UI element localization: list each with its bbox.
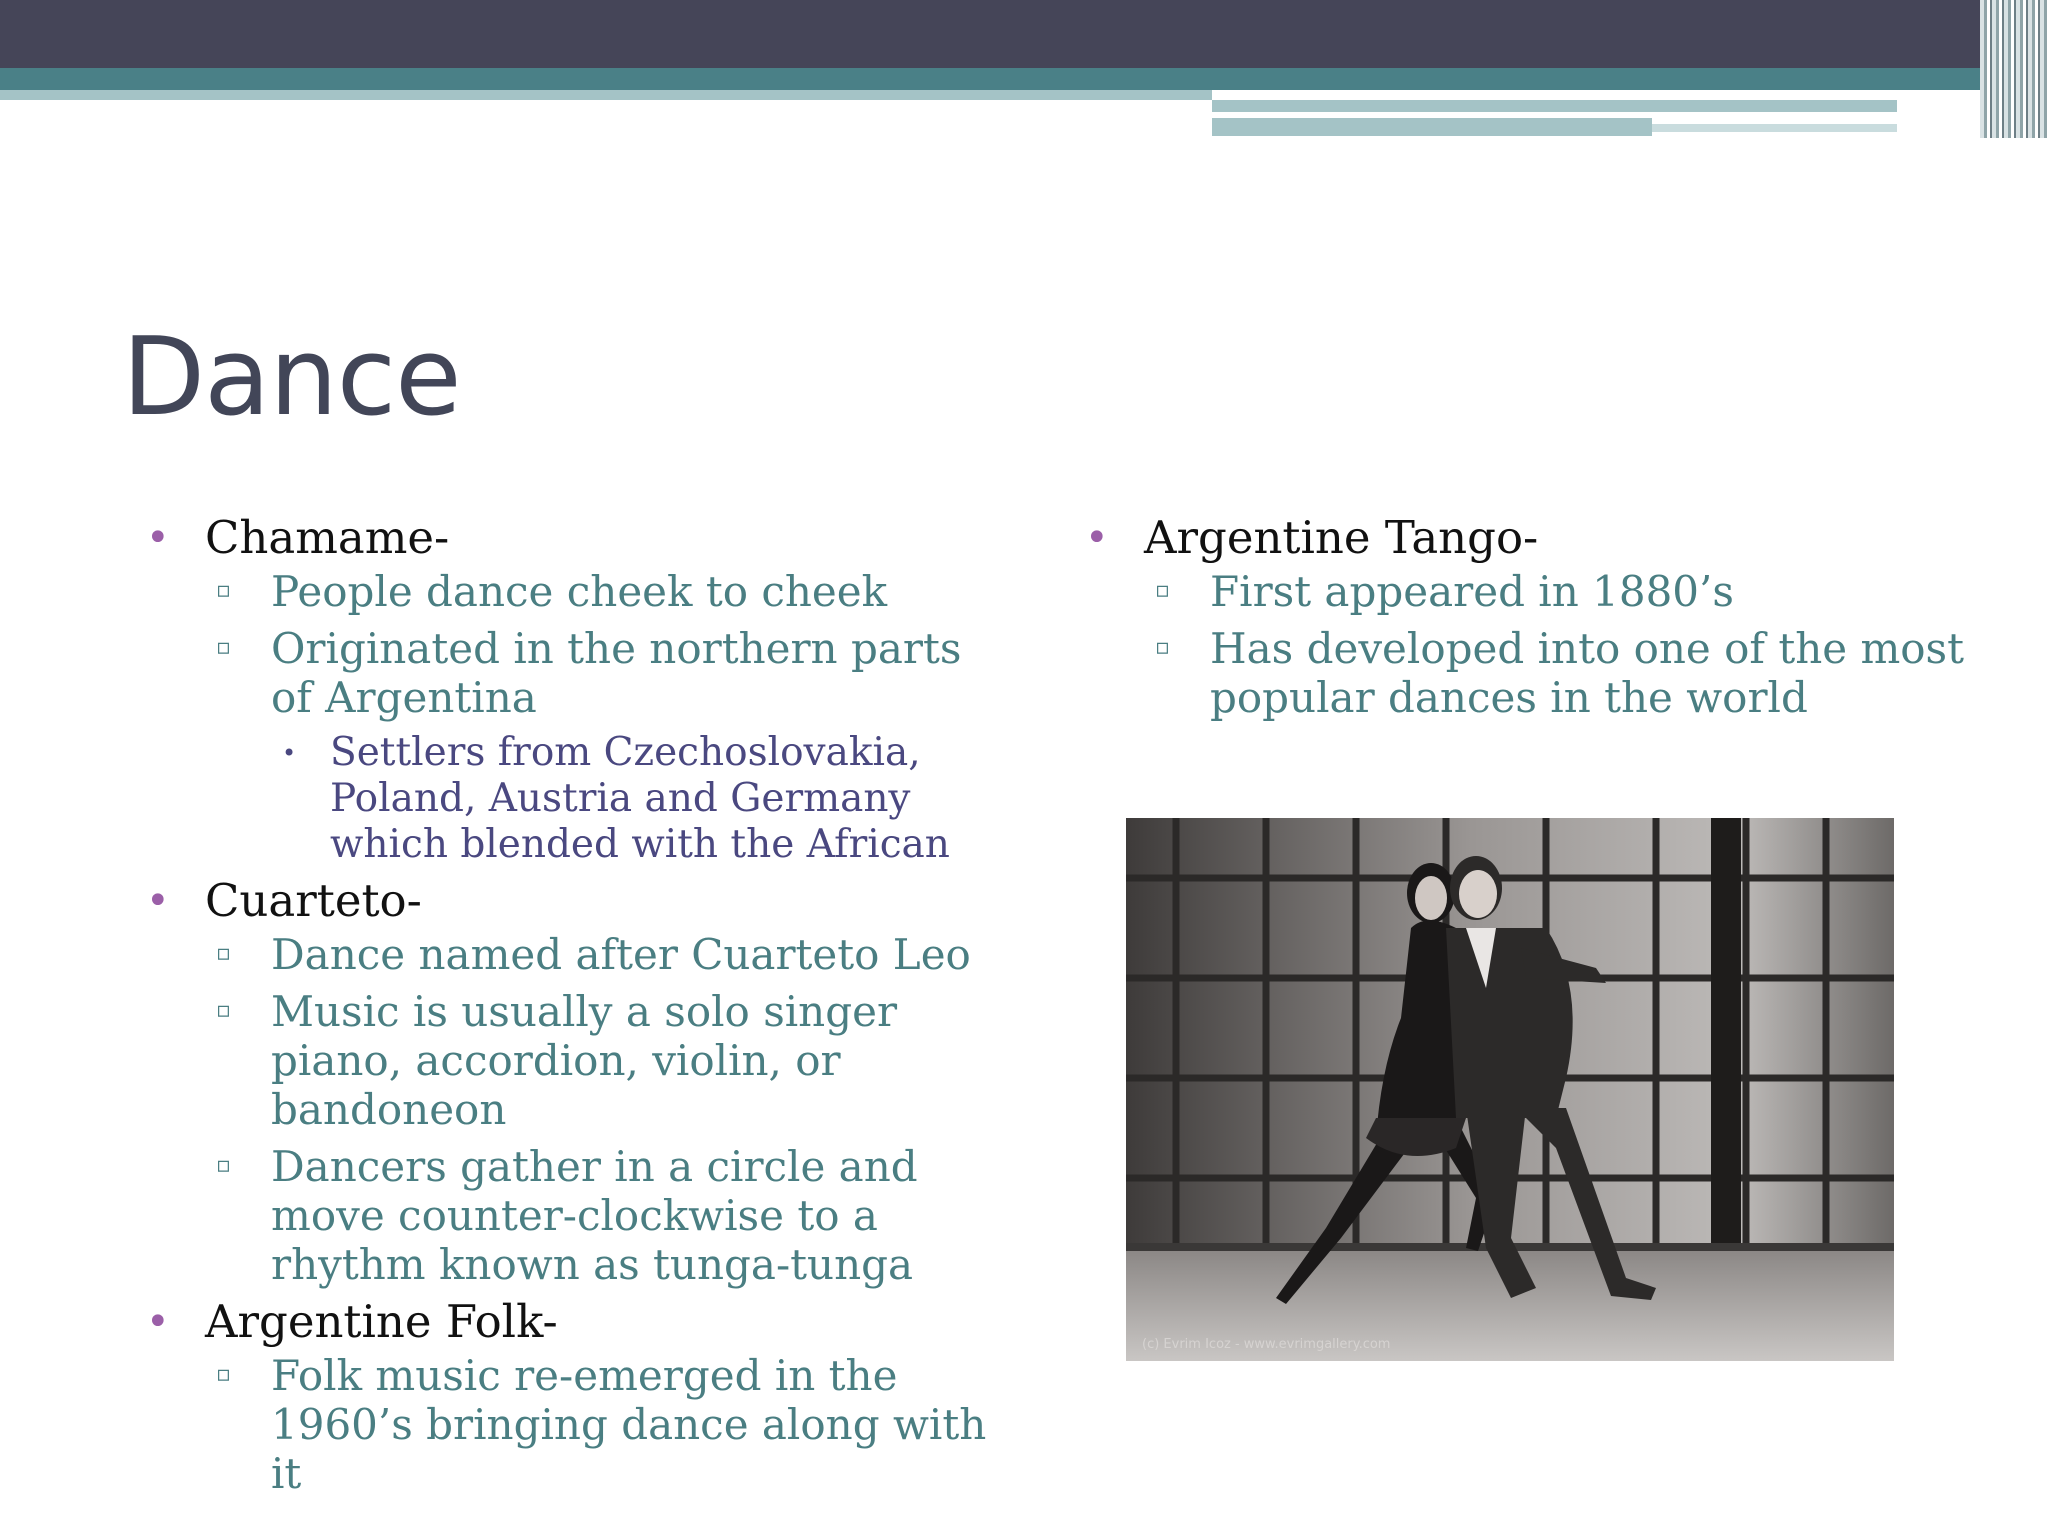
bullet-cuarteto	[146, 872, 1006, 930]
level2-bullet-icon: ▫	[216, 1362, 231, 1387]
tango-dancers-illustration	[1126, 818, 1894, 1361]
sub-bullet-text: Has developed into one of the most popular dances in the world	[1210, 624, 1964, 722]
sub-bullet-text: Dancers gather in a circle and move counter-clockwise to a rhythm known as tunga-tunga	[271, 1142, 918, 1289]
level1-bullet-icon: •	[146, 1299, 170, 1345]
photo-credit: (c) Evrim Icoz - www.evrimgallery.com	[1142, 1337, 1391, 1352]
header-band-light	[0, 90, 1212, 100]
level3-bullet-icon: •	[282, 739, 297, 767]
sub-bullet	[146, 1351, 1006, 1498]
sub-bullet	[1085, 567, 1965, 616]
sub-sub-bullet	[146, 730, 1006, 868]
header-band-dark	[0, 0, 2048, 68]
sub-bullet	[1085, 624, 1965, 722]
level2-bullet-icon: ▫	[1155, 578, 1170, 603]
sub-bullet-text: Music is usually a solo singer piano, accordion, violin, or bandoneon	[271, 987, 898, 1134]
left-column	[146, 508, 1006, 1498]
bullet-chamame	[146, 509, 1006, 567]
sub-bullet	[146, 567, 1006, 616]
header-stripes	[1980, 0, 2048, 138]
header-accent-bar-lower	[1212, 118, 1652, 136]
level2-bullet-icon: ▫	[216, 635, 231, 660]
sub-bullet-text: First appeared in 1880’s	[1210, 567, 1734, 616]
bullet-argentine-tango	[1085, 509, 1965, 567]
bullet-heading: Argentine Folk-	[205, 1295, 558, 1348]
right-column	[1085, 508, 1965, 722]
header-band-teal	[0, 68, 2048, 90]
level1-bullet-icon: •	[1085, 515, 1109, 561]
tango-photo	[1126, 818, 1894, 1361]
sub-bullet	[146, 930, 1006, 979]
level2-bullet-icon: ▫	[216, 1153, 231, 1178]
level2-bullet-icon: ▫	[216, 578, 231, 603]
level2-bullet-icon: ▫	[1155, 635, 1170, 660]
sub-sub-bullet-text: Settlers from Czechoslovakia, Poland, Austria and Germany which blended with the African	[330, 730, 950, 867]
sub-bullet-text: Dance named after Cuarteto Leo	[271, 930, 971, 979]
sub-bullet-text: Originated in the northern parts of Argentina	[271, 624, 962, 722]
level1-bullet-icon: •	[146, 515, 170, 561]
bullet-heading: Cuarteto-	[205, 874, 422, 927]
level1-bullet-icon: •	[146, 878, 170, 924]
level2-bullet-icon: ▫	[216, 941, 231, 966]
sub-bullet	[146, 624, 1006, 722]
bullet-heading: Chamame-	[205, 511, 450, 564]
sub-bullet	[146, 987, 1006, 1134]
level2-bullet-icon: ▫	[216, 998, 231, 1023]
sub-bullet	[146, 1142, 1006, 1289]
bullet-heading: Argentine Tango-	[1144, 511, 1539, 564]
slide-title: Dance	[122, 315, 461, 440]
header-accent-bar-tail	[1652, 124, 1897, 132]
sub-bullet-text: Folk music re-emerged in the 1960’s bringing dance along with it	[271, 1351, 987, 1498]
header-accent-bar	[1212, 100, 1897, 112]
bullet-argentine-folk	[146, 1293, 1006, 1351]
sub-bullet-text: People dance cheek to cheek	[271, 567, 888, 616]
